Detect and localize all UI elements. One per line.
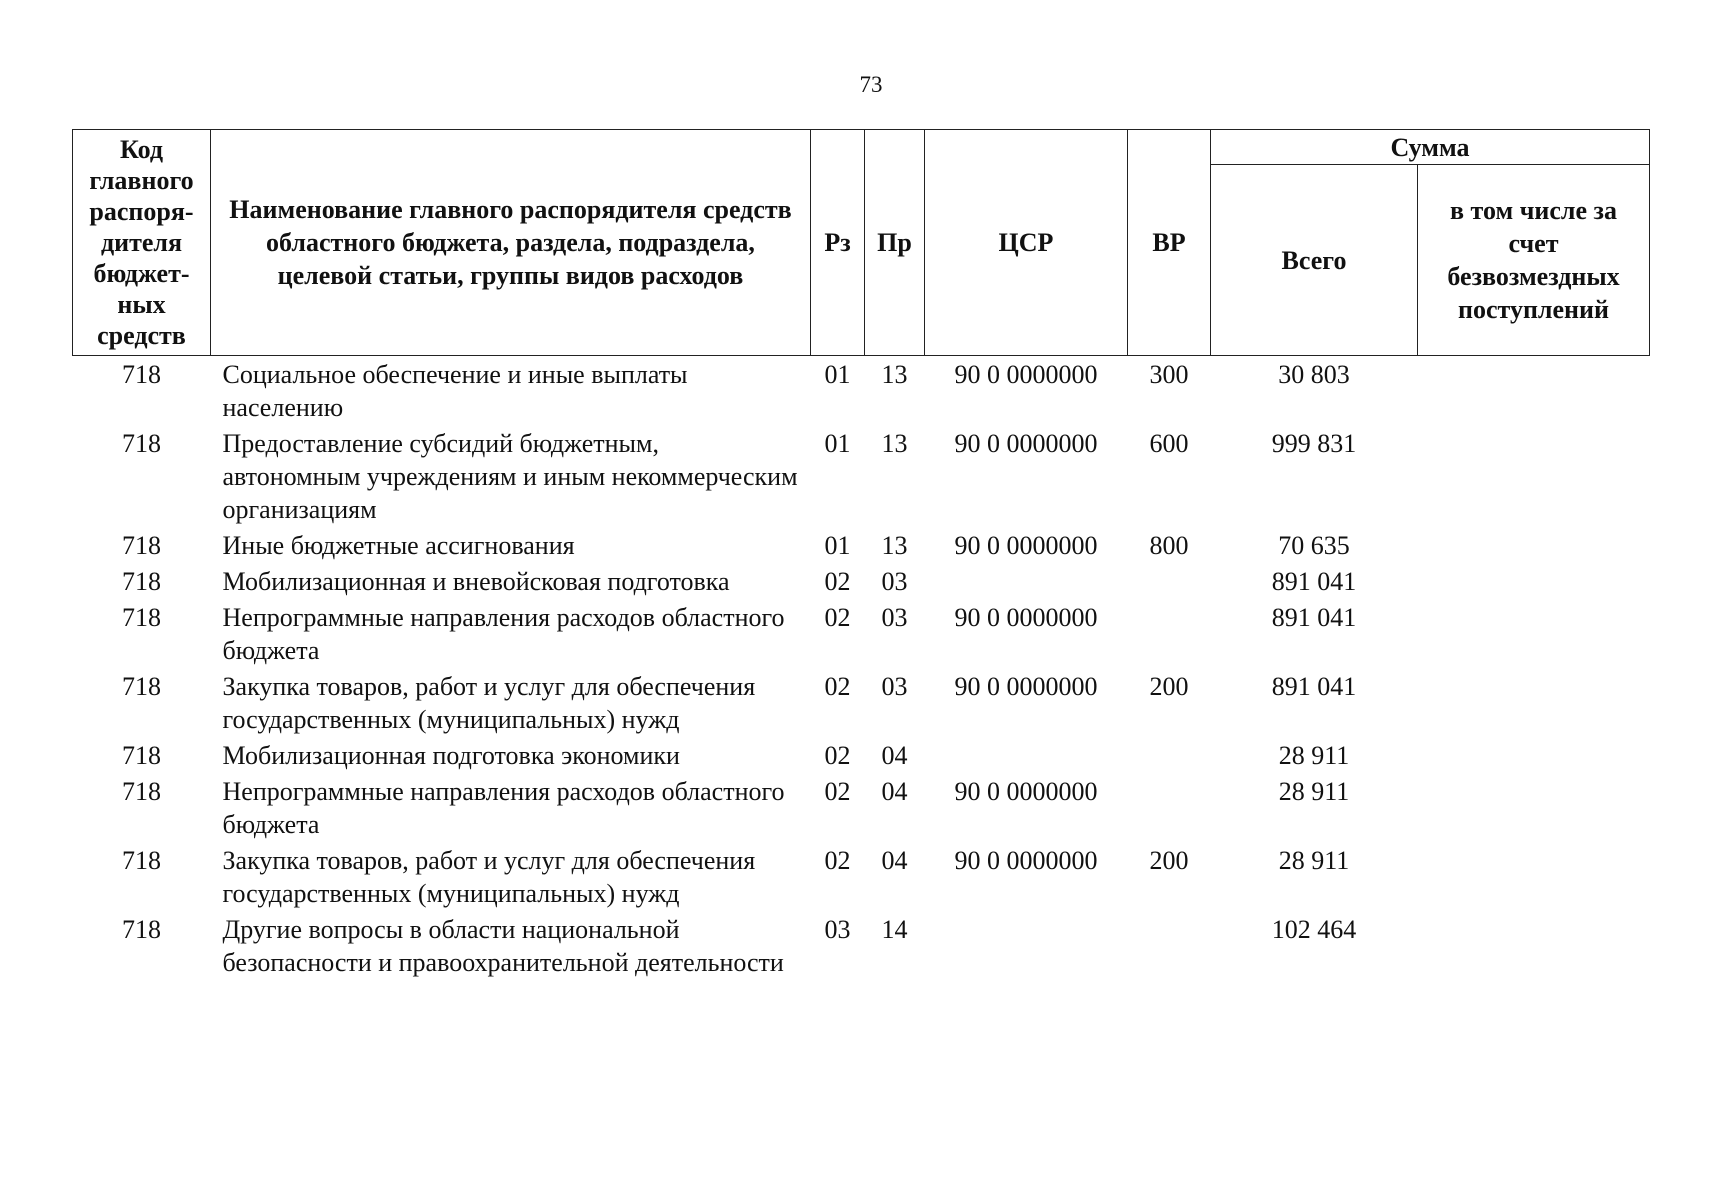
cell-free bbox=[1418, 563, 1650, 599]
cell-vr bbox=[1128, 563, 1211, 599]
table-row bbox=[73, 425, 1650, 527]
cell-csr: 90 0 0000000 bbox=[954, 846, 1098, 875]
cell-free bbox=[1418, 773, 1650, 842]
budget-table bbox=[72, 129, 1650, 980]
cell-name: Непрограммные направления расходов областного бюджета bbox=[222, 777, 785, 839]
cell-name: Мобилизационная и вневойсковая подготовка bbox=[222, 567, 730, 596]
table-row bbox=[73, 737, 1650, 773]
cell-pr: 14 bbox=[881, 915, 908, 944]
cell-total: 999 831 bbox=[1271, 429, 1357, 458]
cell-vr: 200 bbox=[1149, 672, 1189, 701]
table-row bbox=[73, 911, 1650, 980]
cell-vr bbox=[1128, 911, 1211, 980]
cell-free bbox=[1418, 668, 1650, 737]
cell-code: 718 bbox=[122, 360, 161, 389]
cell-free bbox=[1418, 737, 1650, 773]
cell-csr: 90 0 0000000 bbox=[954, 777, 1098, 806]
cell-csr bbox=[925, 563, 1128, 599]
cell-csr: 90 0 0000000 bbox=[954, 429, 1098, 458]
header-rz: Рз bbox=[811, 130, 865, 356]
table-row bbox=[73, 668, 1650, 737]
cell-total: 891 041 bbox=[1271, 672, 1357, 701]
table-row bbox=[73, 527, 1650, 563]
cell-name: Другие вопросы в области национальной безопасности и правоохранительной деятельности bbox=[222, 915, 784, 977]
cell-name: Мобилизационная подготовка экономики bbox=[222, 741, 680, 770]
cell-code: 718 bbox=[122, 603, 161, 632]
cell-pr: 03 bbox=[881, 603, 908, 632]
cell-name: Социальное обеспечение и иные выплаты населению bbox=[222, 360, 688, 422]
cell-rz: 02 bbox=[824, 567, 851, 596]
cell-pr: 03 bbox=[881, 567, 908, 596]
header-sum-total: Всего bbox=[1211, 165, 1418, 356]
cell-rz: 03 bbox=[824, 915, 851, 944]
cell-total: 891 041 bbox=[1271, 603, 1357, 632]
cell-csr: 90 0 0000000 bbox=[954, 603, 1098, 632]
cell-name: Иные бюджетные ассигнования bbox=[222, 531, 575, 560]
cell-total: 70 635 bbox=[1278, 531, 1350, 560]
cell-name: Закупка товаров, работ и услуг для обеспечения государственных (муниципальных) нужд bbox=[222, 672, 756, 734]
cell-csr: 90 0 0000000 bbox=[954, 360, 1098, 389]
header-sum-free: в том числе за счет безвозмездных поступлений bbox=[1418, 165, 1650, 356]
cell-vr bbox=[1128, 737, 1211, 773]
table-row bbox=[73, 773, 1650, 842]
cell-vr: 600 bbox=[1149, 429, 1189, 458]
cell-code: 718 bbox=[122, 429, 161, 458]
cell-pr: 13 bbox=[881, 360, 908, 389]
cell-rz: 01 bbox=[824, 429, 851, 458]
cell-free bbox=[1418, 842, 1650, 911]
cell-name: Закупка товаров, работ и услуг для обеспечения государственных (муниципальных) нужд bbox=[222, 846, 756, 908]
cell-free bbox=[1418, 599, 1650, 668]
cell-csr: 90 0 0000000 bbox=[954, 672, 1098, 701]
table-row bbox=[73, 563, 1650, 599]
table-row bbox=[73, 356, 1650, 426]
table-body bbox=[73, 356, 1650, 981]
cell-rz: 02 bbox=[824, 603, 851, 632]
cell-free bbox=[1418, 356, 1650, 426]
table-row bbox=[73, 599, 1650, 668]
cell-pr: 13 bbox=[881, 429, 908, 458]
table-header bbox=[73, 130, 1650, 356]
cell-vr bbox=[1128, 599, 1211, 668]
cell-rz: 01 bbox=[824, 531, 851, 560]
cell-total: 28 911 bbox=[1278, 777, 1350, 806]
header-sum: Сумма bbox=[1211, 130, 1650, 165]
cell-rz: 02 bbox=[824, 777, 851, 806]
header-name: Наименование главного распорядителя средств областного бюджета, раздела, подраздела, целевой статьи, группы видов расходов bbox=[211, 130, 811, 356]
cell-code: 718 bbox=[122, 567, 161, 596]
cell-pr: 13 bbox=[881, 531, 908, 560]
cell-csr bbox=[925, 911, 1128, 980]
cell-total: 891 041 bbox=[1271, 567, 1357, 596]
header-code: Код главного распоря-дителя бюджет-ных средств bbox=[73, 130, 211, 356]
cell-code: 718 bbox=[122, 741, 161, 770]
cell-vr: 800 bbox=[1149, 531, 1189, 560]
cell-code: 718 bbox=[122, 672, 161, 701]
cell-rz: 02 bbox=[824, 741, 851, 770]
cell-vr: 300 bbox=[1149, 360, 1189, 389]
cell-csr: 90 0 0000000 bbox=[954, 531, 1098, 560]
page-number: 73 bbox=[859, 72, 883, 97]
header-csr: ЦСР bbox=[925, 130, 1128, 356]
cell-rz: 02 bbox=[824, 846, 851, 875]
cell-rz: 02 bbox=[824, 672, 851, 701]
cell-pr: 04 bbox=[881, 741, 908, 770]
cell-rz: 01 bbox=[824, 360, 851, 389]
cell-pr: 04 bbox=[881, 846, 908, 875]
cell-pr: 03 bbox=[881, 672, 908, 701]
cell-pr: 04 bbox=[881, 777, 908, 806]
cell-name: Непрограммные направления расходов областного бюджета bbox=[222, 603, 785, 665]
cell-code: 718 bbox=[122, 915, 161, 944]
cell-total: 30 803 bbox=[1278, 360, 1350, 389]
cell-name: Предоставление субсидий бюджетным, автономным учреждениям и иным некоммерческим организациям bbox=[222, 429, 798, 524]
cell-code: 718 bbox=[122, 531, 161, 560]
cell-vr bbox=[1128, 773, 1211, 842]
cell-vr: 200 bbox=[1149, 846, 1189, 875]
cell-total: 28 911 bbox=[1278, 846, 1350, 875]
table-row bbox=[73, 842, 1650, 911]
cell-total: 28 911 bbox=[1278, 741, 1350, 770]
header-vr: ВР bbox=[1128, 130, 1211, 356]
header-pr: Пр bbox=[865, 130, 925, 356]
cell-code: 718 bbox=[122, 846, 161, 875]
cell-csr bbox=[925, 737, 1128, 773]
cell-total: 102 464 bbox=[1271, 915, 1357, 944]
cell-free bbox=[1418, 527, 1650, 563]
cell-free bbox=[1418, 425, 1650, 527]
cell-free bbox=[1418, 911, 1650, 980]
cell-code: 718 bbox=[122, 777, 161, 806]
